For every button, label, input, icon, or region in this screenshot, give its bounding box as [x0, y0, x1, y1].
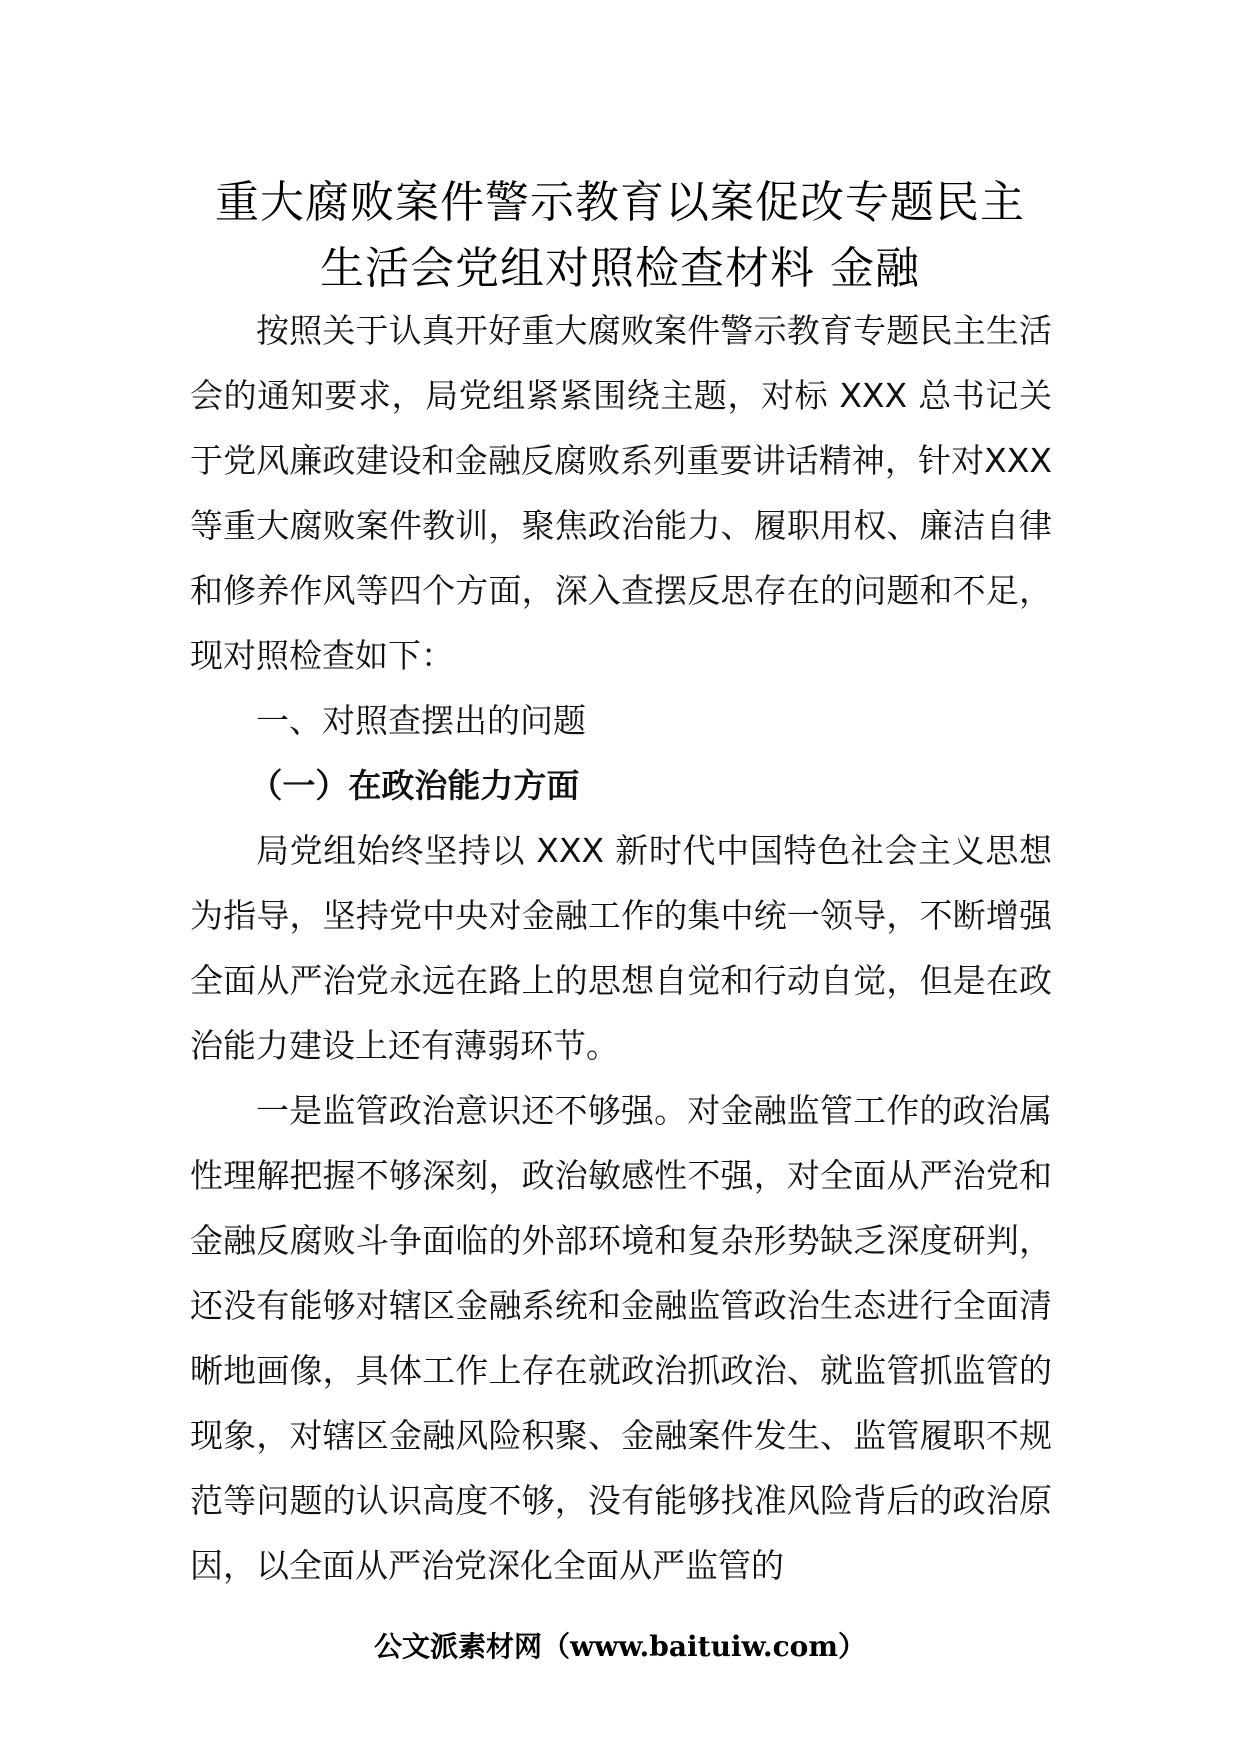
footer-watermark: 公文派素材网（www.baituiw.com） — [374, 1630, 866, 1663]
section-heading: 一、对照查摆出的问题 — [256, 701, 586, 740]
document-body — [190, 298, 1052, 1598]
subsection-heading: （一）在政治能力方面 — [249, 766, 580, 805]
document-title — [0, 170, 1240, 302]
body-paragraph: 一是监管政治意识还不够强。对金融监管工作的政治属性理解把握不够深刻，政治敏感性不强，对全面从严治党和金融反腐败斗争面临的外部环境和复杂形势缺乏深度研判，还没有能够对辖区金融系统和金融监管政治生态进行全面清晰地画像，具体工作上存在就政治抓政治、就监管抓监管的现象，对辖区金融风险积聚、金融案件发生、监管履职不规范等问题的认识高度不够，没有能够找准风险背后的政治原因，以全面从严治党深化全面从严监管的 — [190, 1091, 1052, 1585]
title-line-1: 重大腐败案件警示教育以案促改专题民主 — [215, 177, 1025, 228]
title-line-2: 生活会党组对照检查材料 金融 — [320, 243, 920, 294]
intro-paragraph: 按照关于认真开好重大腐败案件警示教育专题民主生活会的通知要求，局党组紧紧围绕主题，对标 XXX 总书记关于党风廉政建设和金融反腐败系列重要讲话精神，针对XXX 等重大腐败案件教训，聚焦政治能力、履职用权、廉洁自律和修养作风等四个方面，深入查摆反思存在的问题和不足，现对照检查如下： — [190, 311, 1052, 675]
body-paragraph: 局党组始终坚持以 XXX 新时代中国特色社会主义思想为指导，坚持党中央对金融工作的集中统一领导，不断增强全面从严治党永远在路上的思想自觉和行动自觉，但是在政治能力建设上还有薄弱环节。 — [190, 831, 1052, 1065]
